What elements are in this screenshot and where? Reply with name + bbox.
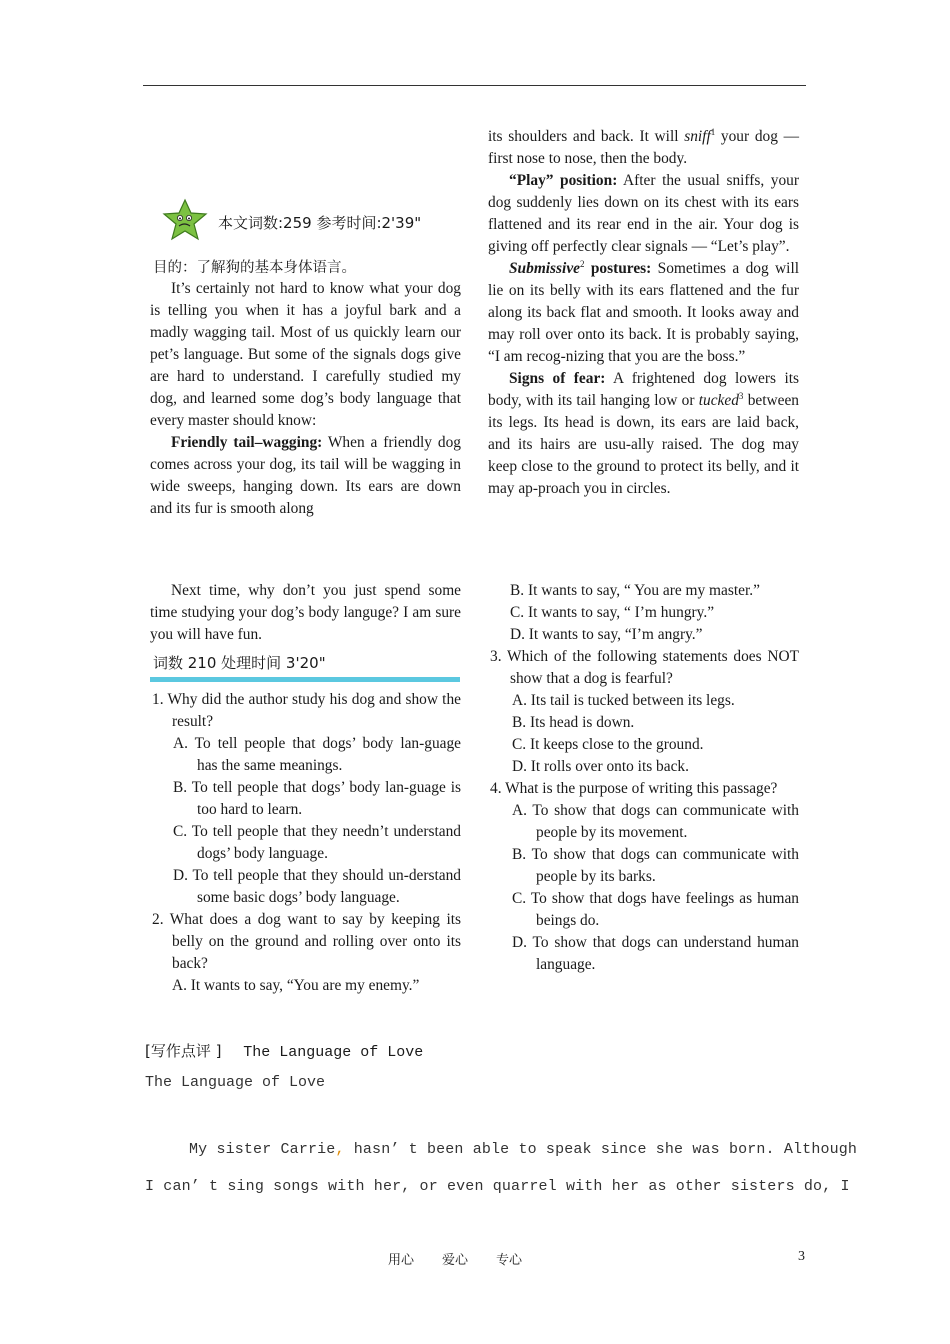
writing-subtitle: The Language of Love [145,1074,326,1091]
question-3-option-a: A. Its tail is tucked between its legs. [512,692,735,709]
article-right-column [488,126,799,500]
question-1-option-c: C. To tell people that they needn’t understand dogs’ body language. [173,823,461,862]
continued-paragraph: its shoulders and back. It will sniff$^1$ your dog — first nose to nose, then the body. [488,126,800,167]
submissive-paragraph: Submissive$^2$ postures: Sometimes a dog will lie on its belly with its ears flattened and the fur along its back flat and smooth. It looks away and may roll over onto its back. It is probably saying, “I am recog-nizing that you are the boss.” [488,258,799,365]
play-heading: “Play” position: [509,172,618,189]
question-1-option-b: B. To tell people that dogs’ body lan-guage is too hard to learn. [173,779,461,818]
question-2-option-d: D. It wants to say, “I’m angry.” [510,626,703,643]
questions-left-column [152,689,461,997]
question-1: 1. Why did the author study his dog and show the result? [152,691,461,730]
play-paragraph: “Play” position: After the usual sniffs, your dog suddenly lies down on its chest with its ears flattened and its rear end in the air. Your dog is giving off perfectly clear signals — “Let’s play”. [488,172,800,255]
closing-paragraph: Next time, why don’t you just spend some time studying your dog’s body languge? I am sure you will have fun. [150,582,461,643]
question-4-option-a: A. To show that dogs can communicate with people by its movement. [512,802,799,841]
exercise-accent-bar [150,677,460,682]
exercise-header: 词数 210 处理时间 3'20" [153,654,326,672]
question-3-option-b: B. Its head is down. [512,714,635,731]
essay-line-1: My sister Carrie, hasn’ t been able to speak since she was born. Although [189,1141,858,1158]
article-left-column [150,278,461,520]
question-2: 2. What does a dog want to say by keeping its belly on the ground and rolling over onto its back? [152,911,461,972]
purpose-label: 目的：了解狗的基本身体语言。 [153,260,356,276]
questions-right-column [490,580,799,976]
tail-wagging-heading: Friendly tail–wagging: [171,434,323,451]
question-2-option-c: C. It wants to say, “ I’m hungry.” [510,604,715,621]
question-1-option-d: D. To tell people that they should un-derstand some basic dogs’ body language. [173,867,461,906]
writing-label: [写作点评 ] [145,1042,222,1060]
header-rule [143,85,806,86]
word-count-label: 本文词数:259 参考时间:2'39" [218,214,422,232]
question-1-option-a: A. To tell people that dogs’ body lan-guage has the same meanings. [173,735,461,774]
fear-heading: Signs of fear: [509,370,606,387]
page-number: 3 [798,1249,805,1264]
closing-block [150,580,461,646]
star-mascot-icon [160,198,210,242]
question-4: 4. What is the purpose of writing this passage? [490,780,778,797]
question-3-option-c: C. It keeps close to the ground. [512,736,704,753]
intro-paragraph: It’s certainly not hard to know what your dog is telling you when it has a joyful bark and a madly wagging tail. Most of us quickly learn our pet’s language. But some of the signals dogs give are hard to understand. I carefully studied my dog, and learned some dog’s body language that every master should know: [150,280,461,429]
writing-title: The Language of Love [243,1044,424,1061]
footer-motto: 用心 爱心 专心 [388,1253,523,1268]
essay-line-2: I can’ t sing songs with her, or even quarrel with her as other sisters do, I [145,1178,850,1195]
question-4-option-b: B. To show that dogs can communicate with people by its barks. [512,846,799,885]
question-2-option-b: B. It wants to say, “ You are my master.” [510,582,760,599]
tail-wagging-paragraph: Friendly tail–wagging: When a friendly dog comes across your dog, its tail will be wagging in wide sweeps, hanging down. Its ears are down and its fur is smooth along [150,434,462,517]
question-4-option-d: D. To show that dogs can understand human language. [512,934,799,973]
question-4-option-c: C. To show that dogs have feelings as human beings do. [512,890,799,929]
question-2-option-a: A. It wants to say, “You are my enemy.” [172,977,420,994]
submissive-heading: Submissive [509,260,580,277]
fear-paragraph: Signs of fear: A frightened dog lowers its body, with its tail hanging low or tucked$^3$ between its legs. Its head is down, its ears are laid back, and its hairs are usu-ally raised. The dog may keep close to the ground to protect its belly, and it may ap-proach you in circles. [488,370,799,497]
tucked-word: tucked [698,392,739,409]
sniff-word: sniff [684,128,711,145]
writing-heading-row [145,1040,423,1061]
question-3-option-d: D. It rolls over onto its back. [512,758,689,775]
question-3: 3. Which of the following statements does NOT show that a dog is fearful? [490,648,799,687]
